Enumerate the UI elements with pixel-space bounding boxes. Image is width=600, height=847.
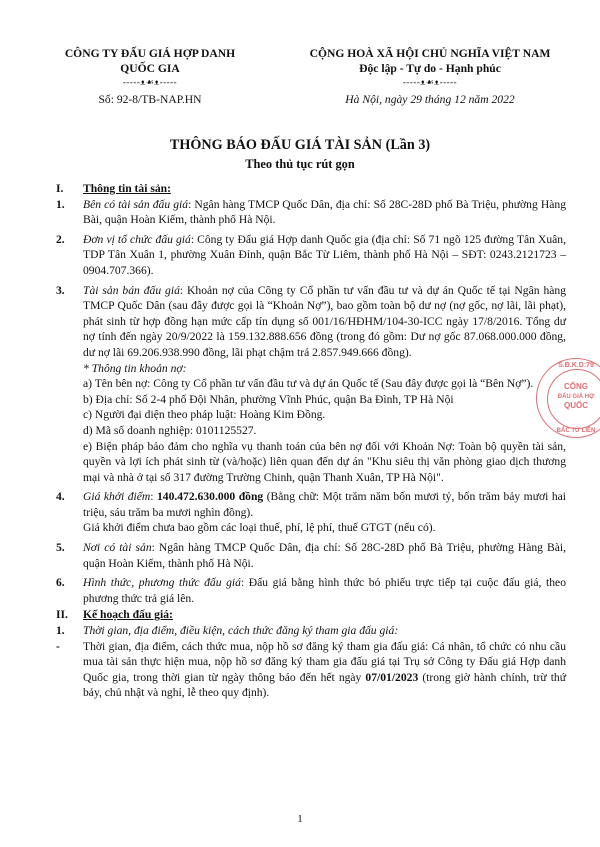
list-item — [56, 283, 566, 361]
item-number: 1. — [56, 197, 65, 211]
item-content: : Khoản nợ của Công ty Cổ phần tư vấn đầu tư và dự án Quốc tế tại Ngân hàng TMCP Quốc Dân (sau đây được gọi là “Khoản Nợ”), bao gồm toàn bộ dư nợ (nợ gốc, nợ lãi, lãi phạt), phát sinh từ hợp đồng hạn mức cấp tín dụng số 001/16/HĐHM/104-30-ICC ngày 17/8/2016. Tổng dư nợ tính đến ngày 20/9/2022 là 159.132.888.656 đồng (trong đó gồm: Dư nợ gốc 87.068.000.000 đồng, dư nợ lãi 69.206.938.990 đồng, lãi phạt chậm trả 2.857.949.666 đồng). — [83, 283, 566, 359]
list-item — [56, 232, 566, 279]
issuer-name-line1: CÔNG TY ĐẤU GIÁ HỢP DANH — [64, 47, 236, 60]
list-item — [56, 575, 566, 606]
document-header — [0, 46, 600, 122]
debt-info-d: d) Mã số doanh nghiệp: 0101125527. — [83, 423, 257, 437]
section-number: I. — [56, 182, 64, 195]
item-tail: (trong giờ hành chính, trừ thứ bảy, chủ nhật và nghỉ, lễ theo quy định). — [83, 670, 566, 700]
item-text — [83, 540, 566, 571]
section-title: Kế hoạch đấu giá: — [83, 608, 173, 622]
bullet-mark: - — [56, 639, 60, 653]
page-number: 1 — [297, 813, 303, 825]
document-number: Số: 92-8/TB-NAP.HN — [98, 93, 202, 106]
item-content: Thời gian, địa điểm, cách thức mua, nộp hồ sơ đăng ký tham gia đấu giá: Cá nhân, tổ chức có nhu cầu mua tài sản thực hiện mua, nộp hồ sơ đăng ký tham gia đấu giá tại Trụ sở Công ty Đấu giá Hợp danh Quốc gia, trong thời gian từ ngày thông báo đến hết ngày — [83, 639, 566, 684]
debt-info-a: a) Tên bên nợ: Công ty Cổ phần tư vấn đầu tư và dự án Quốc tế (Sau đây được gọi là “Bên Nợ”). — [83, 377, 534, 391]
section-title: Thông tin tài sản: — [83, 182, 171, 195]
document-title: THÔNG BÁO ĐẤU GIÁ TÀI SẢN (Lần 3) — [169, 137, 431, 153]
seal-line3: QUỐC — [564, 401, 588, 410]
item-number: 5. — [56, 541, 65, 555]
bullet-item — [56, 639, 566, 701]
item-label: Thời gian, địa điểm, điều kiện, cách thức đăng ký tham gia đấu giá: — [83, 624, 399, 638]
debt-info-b: b) Địa chỉ: Số 2-4 phố Đội Nhân, phường Vĩnh Phúc, quận Ba Đình, TP Hà Nội — [83, 392, 454, 406]
seal-line2: ĐẤU GIÁ HỢ — [557, 394, 595, 400]
item-number: 2. — [56, 232, 65, 246]
item-label: Nơi có tài sản — [83, 541, 152, 555]
motto-ornament: -----ᴥ☙ᴥ----- — [402, 77, 458, 87]
seal-line1: CÔNG — [564, 382, 588, 391]
list-item — [56, 623, 566, 639]
item-label: Hình thức, phương thức đấu giá — [83, 576, 241, 590]
item-content: : Ngân hàng TMCP Quốc Dân, địa chỉ: Số 28C-28D phố Bà Triệu, phường Hàng Bài, quận Hoàn Kiếm, thành phố Hà Nội. — [83, 541, 567, 570]
seal-bottom-text: BẮC TỪ LIÊN — [556, 428, 596, 434]
deadline-date: 07/01/2023 — [365, 670, 419, 684]
item-label: Bên có tài sản đấu giá — [83, 197, 189, 211]
item-number: 4. — [56, 490, 65, 504]
starting-price: 140.472.630.000 đồng — [156, 490, 264, 504]
list-item — [56, 489, 566, 520]
list-item — [56, 540, 566, 571]
item-content: : Công ty Đấu giá Hợp danh Quốc gia (địa chỉ: Số 71 ngõ 125 đường Tân Xuân, TDP Tân Xuân 1, phường Xuân Đỉnh, quận Bắc Từ Liêm, thành phố Hà Nội – SĐT: 0243.2121723 – 0904.707.366). — [83, 232, 567, 277]
place-date: Hà Nội, ngày 29 tháng 12 năm 2022 — [345, 93, 515, 106]
section-heading — [56, 181, 566, 197]
item-text — [83, 197, 566, 228]
item-label: Tài sản bán đấu giá — [83, 283, 180, 297]
item-number: 3. — [56, 283, 65, 297]
item-content: : Đấu giá bằng hình thức bỏ phiếu trực tiếp tại cuộc đấu giá, theo phương thức trả giá lên. — [83, 576, 567, 605]
issuer-ornament: -----ᴥ☙ᴥ----- — [122, 77, 178, 87]
issuer-block — [40, 46, 260, 108]
document-body — [56, 180, 566, 701]
national-motto-block — [270, 46, 590, 108]
item-text — [83, 232, 566, 279]
item-colon: : — [150, 490, 157, 504]
item-content: (Bằng chữ: Một trăm năm bốn mươi tỷ, bốn trăm bảy mươi hai triệu, sáu trăm ba mươi nghìn đồng). — [83, 490, 566, 519]
item-number: 6. — [56, 576, 65, 590]
list-item — [56, 197, 566, 228]
country-name: CỘNG HOÀ XÃ HỘI CHỦ NGHĨA VIỆT NAM — [309, 47, 551, 60]
section-heading — [56, 607, 566, 623]
issuer-name-line2: QUỐC GIA — [120, 62, 180, 75]
item-text — [83, 575, 566, 606]
item-label: Đơn vị tổ chức đấu giá — [83, 232, 191, 246]
item-text — [83, 283, 566, 361]
item-label: Giá khởi điểm — [83, 490, 151, 504]
motto: Độc lập - Tự do - Hạnh phúc — [359, 62, 501, 75]
debt-info-c: c) Người đại diện theo pháp luật: Hoàng Kim Đồng. — [83, 408, 326, 422]
debt-info-e: e) Biện pháp bảo đảm cho nghĩa vụ thanh toán của bên nợ đối với Khoản Nợ: Toàn bộ quyền tài sản, quyền và lợi ích phát sinh từ (và/hoặc) liên quan đến dự án "Khu siêu thị văn phòng giao dịch thương mại và nhà ở tại số 317 đường Trường Chinh, quận Thanh Xuân, TP Hà Nội". — [83, 439, 566, 484]
document-subtitle: Theo thủ tục rút gọn — [245, 157, 355, 171]
item-text — [83, 489, 566, 520]
section-number: II. — [56, 608, 68, 622]
item-content: : Ngân hàng TMCP Quốc Dân, địa chỉ: Số 28C-28D phố Bà Triệu, phường Hàng Bài, quận Hoàn Kiếm, thành phố Hà Nội. — [83, 197, 566, 227]
item-number: 1. — [56, 624, 65, 638]
debt-info-label: * Thông tin khoản nợ: — [83, 361, 187, 375]
seal-top-text: S.Đ.K.D:79 — [558, 362, 594, 369]
item-text — [83, 639, 566, 701]
price-note: Giá khởi điểm chưa bao gồm các loại thuế, phí, lệ phí, thuế GTGT (nếu có). — [83, 521, 436, 535]
